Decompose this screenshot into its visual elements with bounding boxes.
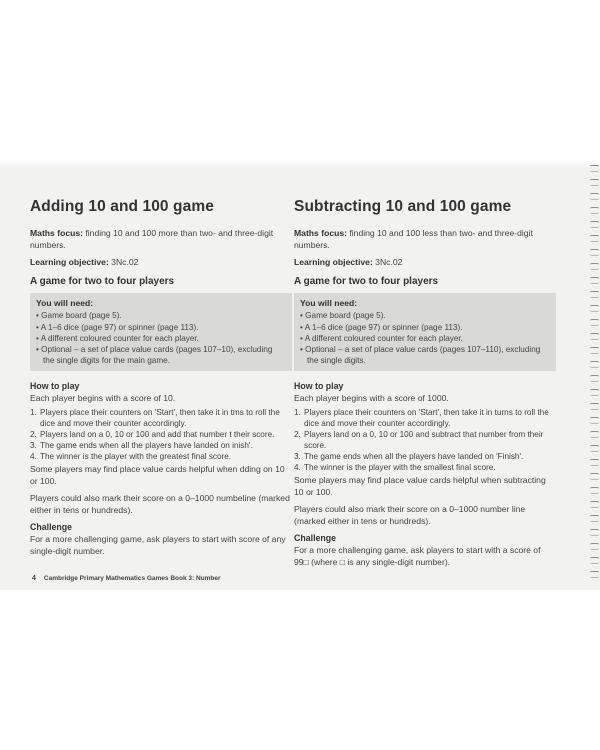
step-item: 4. The winner is the player with the smallest final score.	[294, 463, 496, 473]
subtracting-game-title: Subtracting 10 and 100 game	[294, 198, 512, 215]
need-item: • Game board (page 5).	[36, 310, 285, 321]
step-item: 2. Players land on a 0, 10 or 100 and add that number t their score.	[30, 430, 275, 440]
binding-ring	[590, 403, 599, 410]
steps-list	[294, 407, 556, 473]
page-number: 4	[32, 575, 36, 582]
maths-focus	[294, 228, 556, 252]
need-item: • A different coloured counter for each player.	[36, 333, 285, 344]
challenge-heading: Challenge	[294, 533, 337, 544]
binding-ring	[590, 305, 599, 312]
need-title: You will need:	[36, 298, 94, 309]
players-heading: A game for two to four players	[294, 276, 439, 288]
need-item: • Optional – a set of place value cards (pages 107–110), excluding the single digits.	[300, 344, 549, 366]
need-item: • A 1–6 dice (page 97) or spinner (page 113).	[36, 322, 285, 333]
maths-focus-label: Maths focus:	[30, 228, 83, 238]
binding-ring	[590, 473, 599, 480]
step-item: 3. The game ends when all the players have landed on 'Finish'.	[294, 452, 524, 462]
objective-text: 3Nc.02	[108, 256, 139, 267]
binding-ring	[590, 515, 599, 522]
challenge-text: For a more challenging game, ask players to start with score of any single-digit number.	[30, 534, 286, 557]
binding-ring	[590, 501, 599, 508]
binding-ring	[590, 263, 599, 270]
binding-ring	[590, 333, 599, 340]
binding-ring	[590, 221, 599, 228]
step-item: 1. Players place their counters on 'Start', then take it in tms to roll the dice and move their counter accordingly.	[30, 408, 280, 429]
you-will-need-box	[294, 293, 556, 371]
binding-ring	[590, 417, 599, 424]
binding-ring	[590, 277, 599, 284]
you-will-need-box	[30, 293, 292, 371]
binding-ring	[590, 207, 599, 214]
binding-ring	[590, 543, 599, 550]
step-item: 3. The game ends when all the players have landed on inish'.	[30, 441, 253, 451]
maths-focus-text: finding 10 and 100 more than two- and three-digit numbers.	[30, 228, 274, 250]
steps-list	[30, 407, 292, 462]
step-item: 2. Players land on a 0, 10 or 100 and subtract that number from their score.	[294, 430, 544, 451]
need-list	[36, 310, 285, 366]
binding-ring	[590, 179, 599, 186]
how-to-play-intro: Each player begins with a score of 10.	[30, 393, 176, 404]
spiral-binding	[590, 165, 600, 585]
note-place-value: Some players may find place value cards helpful when dding on 10 or 100.	[30, 464, 285, 486]
binding-ring	[590, 459, 599, 466]
page-footer	[32, 575, 221, 582]
players-heading: A game for two to four players	[30, 276, 175, 288]
book-title: Cambridge Primary Mathematics Games Book 3: Number	[43, 575, 221, 582]
need-item: • Game board (page 5).	[300, 310, 549, 321]
binding-ring	[590, 389, 599, 396]
objective-text: 3Nc.02	[372, 256, 403, 267]
how-to-play-heading: How to play	[294, 381, 344, 392]
how-to-play-heading: How to play	[30, 381, 80, 392]
binding-ring	[590, 193, 599, 200]
maths-focus	[30, 228, 292, 252]
binding-ring	[590, 291, 599, 298]
binding-ring	[590, 235, 599, 242]
adding-game-title: Adding 10 and 100 game	[30, 198, 214, 215]
challenge-heading: Challenge	[30, 522, 73, 533]
subtracting-game-column	[294, 198, 556, 574]
challenge-text: For a more challenging game, ask players to start with a score of 99□ (where □ is any single-digit number).	[294, 545, 541, 568]
note-numberline: Players could also mark their score on a 0–1000 number line (marked either in tens or hundreds).	[294, 503, 526, 526]
maths-focus-text: finding 10 and 100 less than two- and three-digit numbers.	[294, 228, 533, 250]
step-item: 4. The winner is the player with the greatest final score.	[30, 452, 232, 462]
binding-ring	[590, 375, 599, 382]
need-title: You will need:	[300, 298, 358, 309]
binding-ring	[590, 445, 599, 452]
binding-ring	[590, 165, 599, 172]
need-item: • Optional – a set of place value cards (pages 107–10), excluding the single digits for the main game.	[36, 344, 285, 366]
step-item: 1. Players place their counters on 'Start', then take it in turns to roll the dice and move their counter accordingly.	[294, 408, 549, 429]
binding-ring	[590, 361, 599, 368]
note-numberline: Players could also mark their score on a 0–1000 numbeline (marked either in tens or hundreds).	[30, 492, 290, 515]
binding-ring	[590, 557, 599, 564]
need-list	[300, 310, 549, 366]
how-to-play-intro: Each player begins with a score of 1000.	[294, 393, 449, 404]
binding-ring	[590, 529, 599, 536]
note-place-value: Some players may find place value cards helpful when subtracting 10 or 100.	[294, 475, 546, 497]
binding-ring	[590, 249, 599, 256]
binding-ring	[590, 487, 599, 494]
objective-label: Learning objective:	[30, 256, 109, 267]
adding-game-column	[30, 198, 292, 563]
learning-objective	[294, 257, 556, 269]
need-item: • A different coloured counter for each player.	[300, 333, 549, 344]
maths-focus-label: Maths focus:	[294, 228, 347, 238]
objective-label: Learning objective:	[294, 256, 373, 267]
binding-ring	[590, 347, 599, 354]
need-item: • A 1–6 dice (page 97) or spinner (page 113).	[300, 322, 549, 333]
binding-ring	[590, 431, 599, 438]
binding-ring	[590, 571, 599, 578]
binding-ring	[590, 319, 599, 326]
learning-objective	[30, 257, 292, 269]
